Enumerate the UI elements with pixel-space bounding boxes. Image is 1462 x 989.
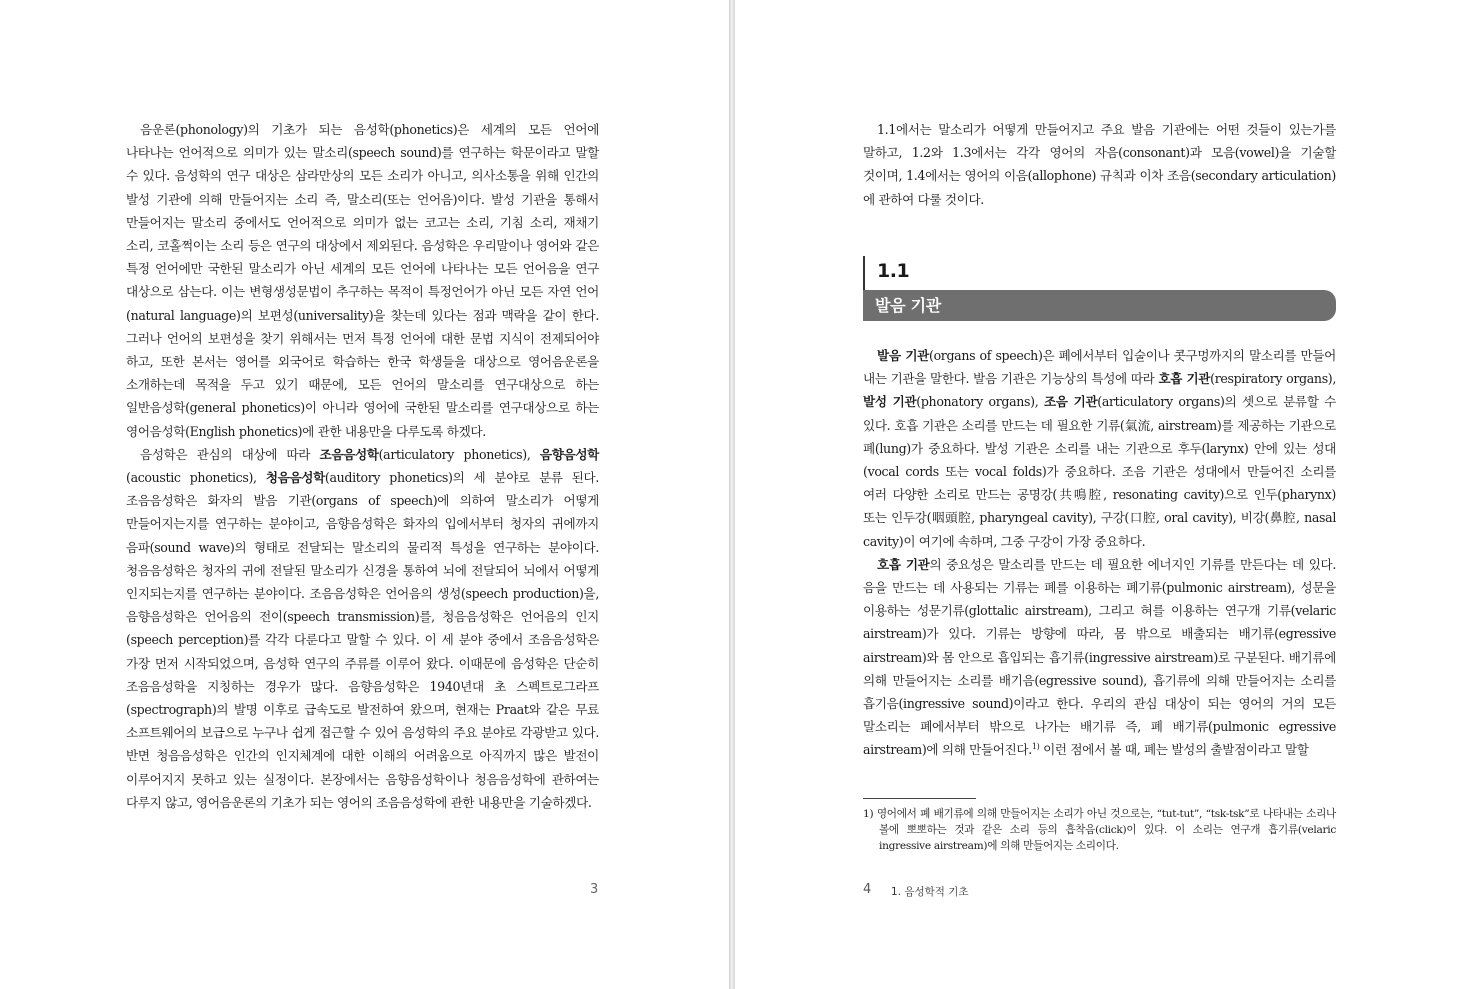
left-page	[0, 0, 729, 989]
section-title: 발음 기관	[875, 296, 941, 315]
footnote: 1) 영어에서 폐 배기류에 의해 만들어지는 소리가 아닌 것으로는, “tut-tut”, “tsk-tsk”로 나타내는 소리나 볼에 뽀뽀하는 것과 같은 소리 등의 흡착음(click)이 있다. 이 소리는 연구개 흡기류(velaric ingressive airstream)에 의해 만들어지는 소리이다.	[863, 808, 1336, 852]
intro-paragraph: 1.1에서는 말소리가 어떻게 만들어지고 주요 발음 기관에는 어떤 것들이 있는가를 말하고, 1.2와 1.3에서는 각각 영어의 자음(consonant)과 모음(vowel)을 기술할 것이며, 1.4에서는 영어의 이음(allophone) 규칙과 이차 조음(secondary articulation)에 관하여 다룰 것이다.	[863, 122, 1336, 207]
footnote-ref: 1)	[1031, 742, 1040, 752]
page-number-left: 3	[590, 882, 599, 897]
section-number: 1.1	[863, 256, 909, 290]
running-head: 1. 음성학적 기초	[891, 886, 969, 898]
right-paragraph-1: 발음 기관(organs of speech)은 폐에서부터 입술이나 콧구멍까지의 말소리를 만들어 내는 기관을 말한다. 발음 기관은 기능상의 특성에 따라 호흡 기관(respiratory organs), 발성 기관(phonatory organs), 조음 기관(articulatory organs)의 셋으로 분류할 수 있다. 호흡 기관은 소리를 만드는 데 필요한 기류(氣流, airstream)를 제공하는 기관으로 폐(lung)가 중요하다. 발성 기관은 소리를 내는 기관으로 후두(larynx) 안에 있는 성대(vocal cords 또는 vocal folds)가 중요하다. 조음 기관은 성대에서 만들어진 소리를 여러 다양한 소리로 만드는 공명강(共鳴腔, resonating cavity)으로 인두(pharynx) 또는 인두강(咽頭腔, pharyngeal cavity), 구강(口腔, oral cavity), 비강(鼻腔, nasal cavity)이 여기에 속하며, 그중 구강이 가장 중요하다.	[863, 348, 1337, 549]
term-acoustic: 음향음성학	[539, 446, 599, 462]
term-auditory: 청음음성학	[265, 470, 325, 486]
right-body-column	[863, 344, 1336, 762]
right-paragraph-2: 호흡 기관의 중요성은 말소리를 만드는 데 필요한 에너지인 기류를 만든다는 데 있다. 음을 만드는 데 사용되는 기류는 폐를 이용하는 폐기류(pulmonic airstream), 성문을 이용하는 성문기류(glottalic airstream), 그리고 혀를 이용하는 연구개 기류(velaric airstream)가 있다. 기류는 방향에 따라, 몸 밖으로 배출되는 배기류(egressive airstream)와 몸 안으로 흡입되는 흡기류(ingressive airstream)로 구분된다. 배기류에 의해 만들어지는 소리를 배기음(egressive sound), 흡기류에 의해 만들어지는 소리를 흡기음(ingressive sound)이라고 한다. 우리의 관심 대상이 되는 영어의 거의 모든 말소리는 폐에서부터 밖으로 나가는 배기류 즉, 폐 배기류(pulmonic egressive airstream)에 의해 만들어진다.$^{1)}$ 이런 점에서 볼 때, 폐는 발성의 출발점이라고 말할	[863, 556, 1336, 758]
section-title-bar	[863, 290, 1336, 321]
page-number-right: 4	[863, 882, 872, 897]
term-articulatory: 조음음성학	[319, 446, 379, 462]
right-intro-column	[863, 118, 1336, 211]
left-text-column	[126, 118, 599, 814]
left-paragraph-1: 음운론(phonology)의 기초가 되는 음성학(phonetics)은 세계의 모든 언어에 나타나는 언어적으로 의미가 있는 말소리(speech sound)를 연구하는 학문이라고 말할 수 있다. 음성학의 연구 대상은 삼라만상의 모든 소리가 아니고, 의사소통을 위해 인간의 발성 기관에 의해 만들어지는 소리 즉, 말소리(또는 언어음)이다. 발성 기관을 통해서 만들어지는 말소리 중에서도 언어적으로 의미가 없는 코고는 소리, 기침 소리, 재채기 소리, 코홀쩍이는 소리 등은 연구의 대상에서 제외된다. 음성학은 우리말이나 영어와 같은 특정 언어에만 국한된 말소리가 아닌 세계의 모든 언어에 나타나는 모든 언어음을 연구 대상으로 삼는다. 이는 변형생성문법이 추구하는 목적이 특정언어가 아닌 모든 자연 언어(natural language)의 보편성(universality)을 찾는데 있다는 점과 맥락을 같이 한다. 그러나 언어의 보편성을 찾기 위해서는 먼저 특정 언어에 대한 문법 지식이 전제되어야 하고, 또한 본서는 영어를 외국어로 학습하는 한국 학생들을 대상으로 영어음운론을 소개하는데 목적을 두고 있기 때문에, 모든 언어의 말소리를 연구대상으로 하는 일반음성학(general phonetics)이 아니라 영어에 국한된 말소리를 연구대상으로 하는 영어음성학(English phonetics)에 관한 내용만을 다루도록 하겠다.	[126, 122, 599, 439]
left-paragraph-2: 음성학은 관심의 대상에 따라 조음음성학(articulatory phonetics), 음향음성학(acoustic phonetics), 청음음성학(auditory phonetics)의 세 분야로 분류 된다. 조음음성학은 화자의 발음 기관(organs of speech)에 의하여 말소리가 어떻게 만들어지는지를 연구하는 분야이고, 음향음성학은 화자의 입에서부터 청자의 귀에까지 음파(sound wave)의 형태로 전달되는 말소리의 물리적 특성을 연구하는 분야이다. 청음음성학은 청자의 귀에 전달된 말소리가 신경을 통하여 뇌에 전달되어 뇌에서 어떻게 인지되는지를 연구하는 분야이다. 조음음성학은 언어음의 생성(speech production)을, 음향음성학은 언어음의 전이(speech transmission)를, 청음음성학은 언어음의 인지(speech perception)를 각각 다룬다고 말할 수 있다. 이 세 분야 중에서 조음음성학은 가장 먼저 시작되었으며, 음성학 연구의 주류를 이루어 왔다. 이때문에 음성학은 단순히 조음음성학을 지칭하는 경우가 많다. 음향음성학은 1940년대 초 스펙트로그라프(spectrograph)의 발명 이후로 급속도로 발전하여 왔으며, 현재는 Praat와 같은 무료 소프트웨어의 보급으로 누구나 쉽게 접근할 수 있어 음성학의 주요 분야로 각광받고 있다. 반면 청음음성학은 인간의 인지체계에 대한 이해의 어려움으로 아직까지 많은 발전이 이루어지지 못하고 있는 실정이다. 본장에서는 음향음성학이나 청음음성학에 관하여는 다루지 않고, 영어음운론의 기초가 되는 영어의 조음음성학에 관한 내용만을 기술하겠다.	[126, 446, 599, 810]
right-page	[735, 0, 1462, 989]
footnote-divider	[863, 798, 976, 799]
